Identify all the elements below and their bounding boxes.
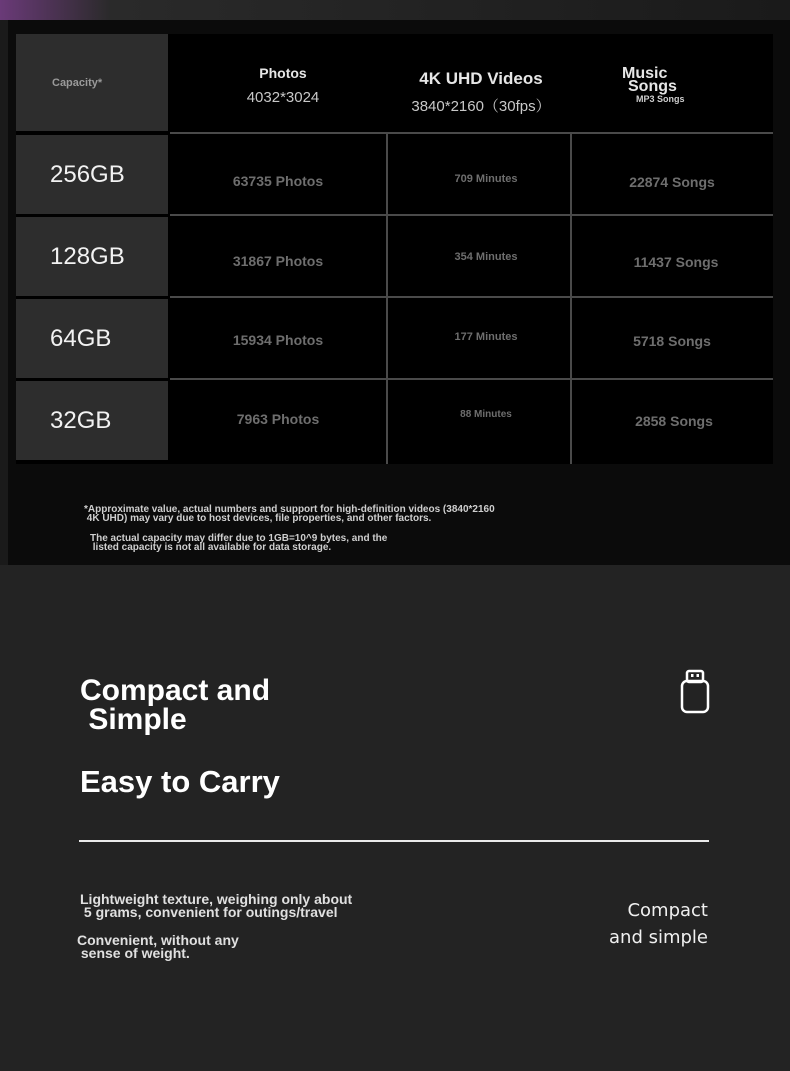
row-capacity: 256GB	[16, 135, 168, 214]
header-capacity: Capacity*	[16, 34, 168, 131]
row-capacity: 128GB	[16, 217, 168, 296]
row-capacity: 32GB	[16, 381, 168, 460]
header-music	[622, 34, 772, 131]
cell-videos: 709 Minutes	[454, 173, 518, 185]
feature-description-weight: Lightweight texture, weighing only about 5 grams, convenient for outings/travel	[80, 891, 353, 920]
cell-songs: 22874 Songs	[629, 174, 715, 190]
cell-photos: 15934 Photos	[232, 332, 324, 348]
cell-videos: 354 Minutes	[454, 251, 518, 263]
footnote-capacity: The actual capacity may differ due to 1GB=10^9 bytes, and the listed capacity is not all available for data storage.	[90, 533, 388, 553]
feature-heading-carry: Easy to Carry	[80, 764, 280, 799]
feature-side-label: Compact and simple	[609, 900, 708, 948]
cell-songs: 2858 Songs	[635, 413, 713, 429]
header-videos-title: 4K UHD Videos	[419, 69, 543, 88]
grid-line	[170, 132, 773, 134]
header-music-line2: Songs	[628, 78, 677, 95]
feature-section	[0, 565, 790, 1071]
header-videos	[388, 34, 574, 131]
grid-line	[170, 296, 773, 298]
header-photos-title: Photos	[259, 65, 307, 81]
cell-songs: 5718 Songs	[633, 333, 711, 349]
feature-description-convenient: Convenient, without any sense of weight.	[77, 932, 239, 961]
cell-songs: 11437 Songs	[633, 254, 719, 270]
header-videos-sub: 3840*2160（30fps）	[411, 98, 551, 115]
section-divider	[79, 840, 709, 842]
cell-photos: 63735 Photos	[232, 173, 324, 189]
cell-photos: 31867 Photos	[232, 253, 324, 269]
grid-line	[170, 378, 773, 380]
footnote-approximate: *Approximate value, actual numbers and support for high-definition videos (3840*2160 4K UHD) may vary due to host devices, file properties, and other factors.	[84, 504, 495, 524]
header-music-sub: MP3 Songs	[636, 94, 685, 104]
cell-photos: 7963 Photos	[236, 411, 320, 427]
grid-line	[170, 214, 773, 216]
row-capacity: 64GB	[16, 299, 168, 378]
usb-drive-icon	[680, 669, 712, 720]
header-music-line1: Music	[622, 65, 668, 82]
capacity-table	[16, 34, 773, 464]
cell-videos: 88 Minutes	[460, 409, 512, 420]
feature-heading-compact: Compact and Simple	[80, 674, 271, 736]
cell-videos: 177 Minutes	[454, 331, 518, 343]
top-accent-band	[0, 0, 790, 20]
header-photos-sub: 4032*3024	[246, 89, 320, 106]
header-photos	[178, 34, 388, 131]
